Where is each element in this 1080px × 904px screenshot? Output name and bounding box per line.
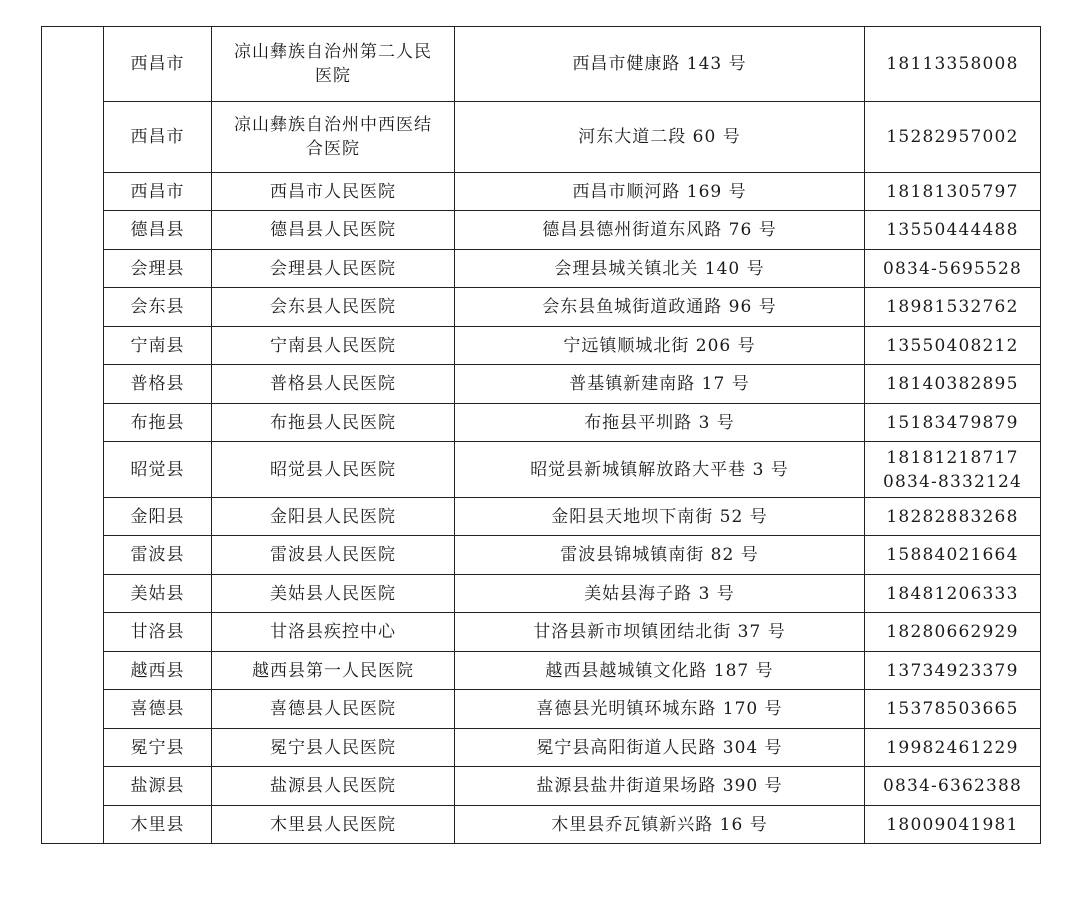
address-cell: 冕宁县高阳街道人民路 304 号 [455, 729, 865, 767]
hospital-cell [212, 767, 455, 806]
table-row [42, 767, 1041, 806]
hospital-cell-line: 金阳县人民医院 [270, 506, 396, 527]
hospital-cell [212, 729, 455, 767]
address-cell: 德昌县德州街道东风路 76 号 [455, 211, 865, 250]
address-cell: 普基镇新建南路 17 号 [455, 365, 865, 404]
phone-cell [865, 102, 1041, 173]
address-cell: 甘洛县新市坝镇团结北街 37 号 [455, 613, 865, 652]
phone-cell [865, 690, 1041, 729]
hospital-cell-line: 凉山彝族自治州第二人民 [234, 42, 432, 62]
hospital-cell [212, 288, 455, 327]
hospital-cell-line: 喜德县人民医院 [270, 699, 396, 719]
county-cell: 木里县 [104, 806, 212, 844]
address-cell: 美姑县海子路 3 号 [455, 575, 865, 613]
county-cell: 甘洛县 [104, 613, 212, 652]
hospital-cell-line: 甘洛县疾控中心 [270, 622, 396, 642]
hospital-cell-line: 越西县第一人民医院 [252, 660, 414, 681]
hospital-cell [212, 365, 455, 404]
phone-cell-line: 15183479879 [886, 412, 1019, 433]
address-cell: 越西县越城镇文化路 187 号 [455, 652, 865, 690]
hospital-cell [212, 102, 455, 173]
county-cell: 喜德县 [104, 690, 212, 729]
table-row [42, 652, 1041, 690]
hospital-cell [212, 327, 455, 365]
phone-cell [865, 536, 1041, 575]
hospital-cell [212, 173, 455, 211]
phone-cell-line: 15378503665 [886, 699, 1019, 719]
phone-cell [865, 767, 1041, 806]
hospital-cell-line: 布拖县人民医院 [270, 412, 396, 433]
county-cell: 昭觉县 [104, 442, 212, 498]
phone-cell-line: 13550408212 [886, 335, 1019, 356]
phone-cell-line: 18113358008 [886, 54, 1019, 74]
county-cell: 西昌市 [104, 173, 212, 211]
county-cell: 西昌市 [104, 102, 212, 173]
hospital-cell [212, 250, 455, 288]
phone-cell [865, 327, 1041, 365]
hospital-cell [212, 806, 455, 844]
hospital-cell-line: 西昌市人民医院 [270, 181, 396, 202]
hospital-cell [212, 690, 455, 729]
county-cell: 金阳县 [104, 498, 212, 536]
table-row [42, 690, 1041, 729]
phone-cell-line: 0834-8332124 [882, 471, 1023, 492]
phone-cell-line: 18481206333 [886, 583, 1019, 604]
address-cell: 盐源县盐井街道果场路 390 号 [455, 767, 865, 806]
table-row [42, 498, 1041, 536]
hospital-cell-line: 普格县人民医院 [270, 374, 396, 394]
hospital-cell [212, 613, 455, 652]
phone-cell [865, 404, 1041, 442]
phone-cell-line: 18280662929 [886, 622, 1019, 642]
table-row [42, 365, 1041, 404]
phone-cell-line: 15884021664 [886, 545, 1019, 565]
phone-cell [865, 27, 1041, 102]
phone-cell-line: 18181218717 [886, 447, 1019, 468]
phone-cell [865, 806, 1041, 844]
table-row [42, 404, 1041, 442]
hospital-cell [212, 404, 455, 442]
phone-cell [865, 652, 1041, 690]
table-row [42, 102, 1041, 173]
county-cell: 会理县 [104, 250, 212, 288]
merged-blank-cell [42, 27, 104, 844]
table-row [42, 288, 1041, 327]
phone-cell-line: 18140382895 [886, 374, 1019, 394]
phone-cell [865, 613, 1041, 652]
hospital-cell-line: 雷波县人民医院 [270, 545, 396, 565]
hospital-contact-table [41, 26, 1041, 844]
address-cell: 木里县乔瓦镇新兴路 16 号 [455, 806, 865, 844]
address-cell: 喜德县光明镇环城东路 170 号 [455, 690, 865, 729]
table-row [42, 575, 1041, 613]
phone-cell [865, 575, 1041, 613]
address-cell: 西昌市健康路 143 号 [455, 27, 865, 102]
phone-cell-line: 13550444488 [886, 220, 1019, 240]
county-cell: 会东县 [104, 288, 212, 327]
address-cell: 昭觉县新城镇解放路大平巷 3 号 [455, 442, 865, 498]
hospital-cell-line: 会东县人民医院 [270, 297, 396, 317]
address-cell: 河东大道二段 60 号 [455, 102, 865, 173]
county-cell: 美姑县 [104, 575, 212, 613]
county-cell: 布拖县 [104, 404, 212, 442]
hospital-cell-line: 医院 [315, 66, 351, 86]
address-cell: 宁远镇顺城北街 206 号 [455, 327, 865, 365]
hospital-cell [212, 27, 455, 102]
phone-cell [865, 211, 1041, 250]
county-cell: 盐源县 [104, 767, 212, 806]
phone-cell-line: 18009041981 [886, 814, 1019, 835]
hospital-cell-line: 冕宁县人民医院 [270, 737, 396, 758]
table-row [42, 442, 1041, 498]
address-cell: 会理县城关镇北关 140 号 [455, 250, 865, 288]
table-body [42, 27, 1041, 844]
hospital-cell-line: 宁南县人民医院 [270, 335, 396, 356]
hospital-cell-line: 凉山彝族自治州中西医结 [234, 115, 432, 135]
county-cell: 西昌市 [104, 27, 212, 102]
hospital-cell-line: 美姑县人民医院 [270, 583, 396, 604]
table-row [42, 536, 1041, 575]
address-cell: 布拖县平圳路 3 号 [455, 404, 865, 442]
phone-cell [865, 729, 1041, 767]
county-cell: 德昌县 [104, 211, 212, 250]
phone-cell [865, 250, 1041, 288]
phone-cell-line: 0834-5695528 [882, 258, 1023, 279]
phone-cell-line: 18181305797 [886, 181, 1019, 202]
phone-cell [865, 288, 1041, 327]
county-cell: 冕宁县 [104, 729, 212, 767]
phone-cell [865, 442, 1041, 498]
hospital-cell-line: 德昌县人民医院 [270, 220, 396, 240]
phone-cell-line: 18981532762 [886, 297, 1019, 317]
address-cell: 西昌市顺河路 169 号 [455, 173, 865, 211]
hospital-cell-line: 合医院 [306, 139, 360, 159]
hospital-cell [212, 211, 455, 250]
county-cell: 雷波县 [104, 536, 212, 575]
hospital-cell-line: 会理县人民医院 [270, 258, 396, 279]
hospital-cell [212, 575, 455, 613]
table-row [42, 211, 1041, 250]
county-cell: 越西县 [104, 652, 212, 690]
county-cell: 宁南县 [104, 327, 212, 365]
county-cell: 普格县 [104, 365, 212, 404]
phone-cell [865, 365, 1041, 404]
table-row [42, 729, 1041, 767]
address-cell: 雷波县锦城镇南街 82 号 [455, 536, 865, 575]
phone-cell-line: 15282957002 [886, 127, 1019, 147]
hospital-cell-line: 昭觉县人民医院 [270, 459, 396, 480]
phone-cell-line: 0834-6362388 [882, 776, 1023, 796]
address-cell: 金阳县天地坝下南街 52 号 [455, 498, 865, 536]
address-cell: 会东县鱼城街道政通路 96 号 [455, 288, 865, 327]
hospital-cell [212, 652, 455, 690]
phone-cell-line: 18282883268 [886, 506, 1019, 527]
phone-cell [865, 498, 1041, 536]
hospital-cell-line: 盐源县人民医院 [270, 776, 396, 796]
table-row [42, 806, 1041, 844]
hospital-cell [212, 536, 455, 575]
table-row [42, 173, 1041, 211]
table-row [42, 250, 1041, 288]
hospital-cell [212, 498, 455, 536]
phone-cell [865, 173, 1041, 211]
phone-cell-line: 13734923379 [886, 660, 1019, 681]
hospital-cell [212, 442, 455, 498]
table-row [42, 613, 1041, 652]
hospital-cell-line: 木里县人民医院 [270, 814, 396, 835]
phone-cell-line: 19982461229 [886, 737, 1019, 758]
table-row [42, 327, 1041, 365]
table-row [42, 27, 1041, 102]
